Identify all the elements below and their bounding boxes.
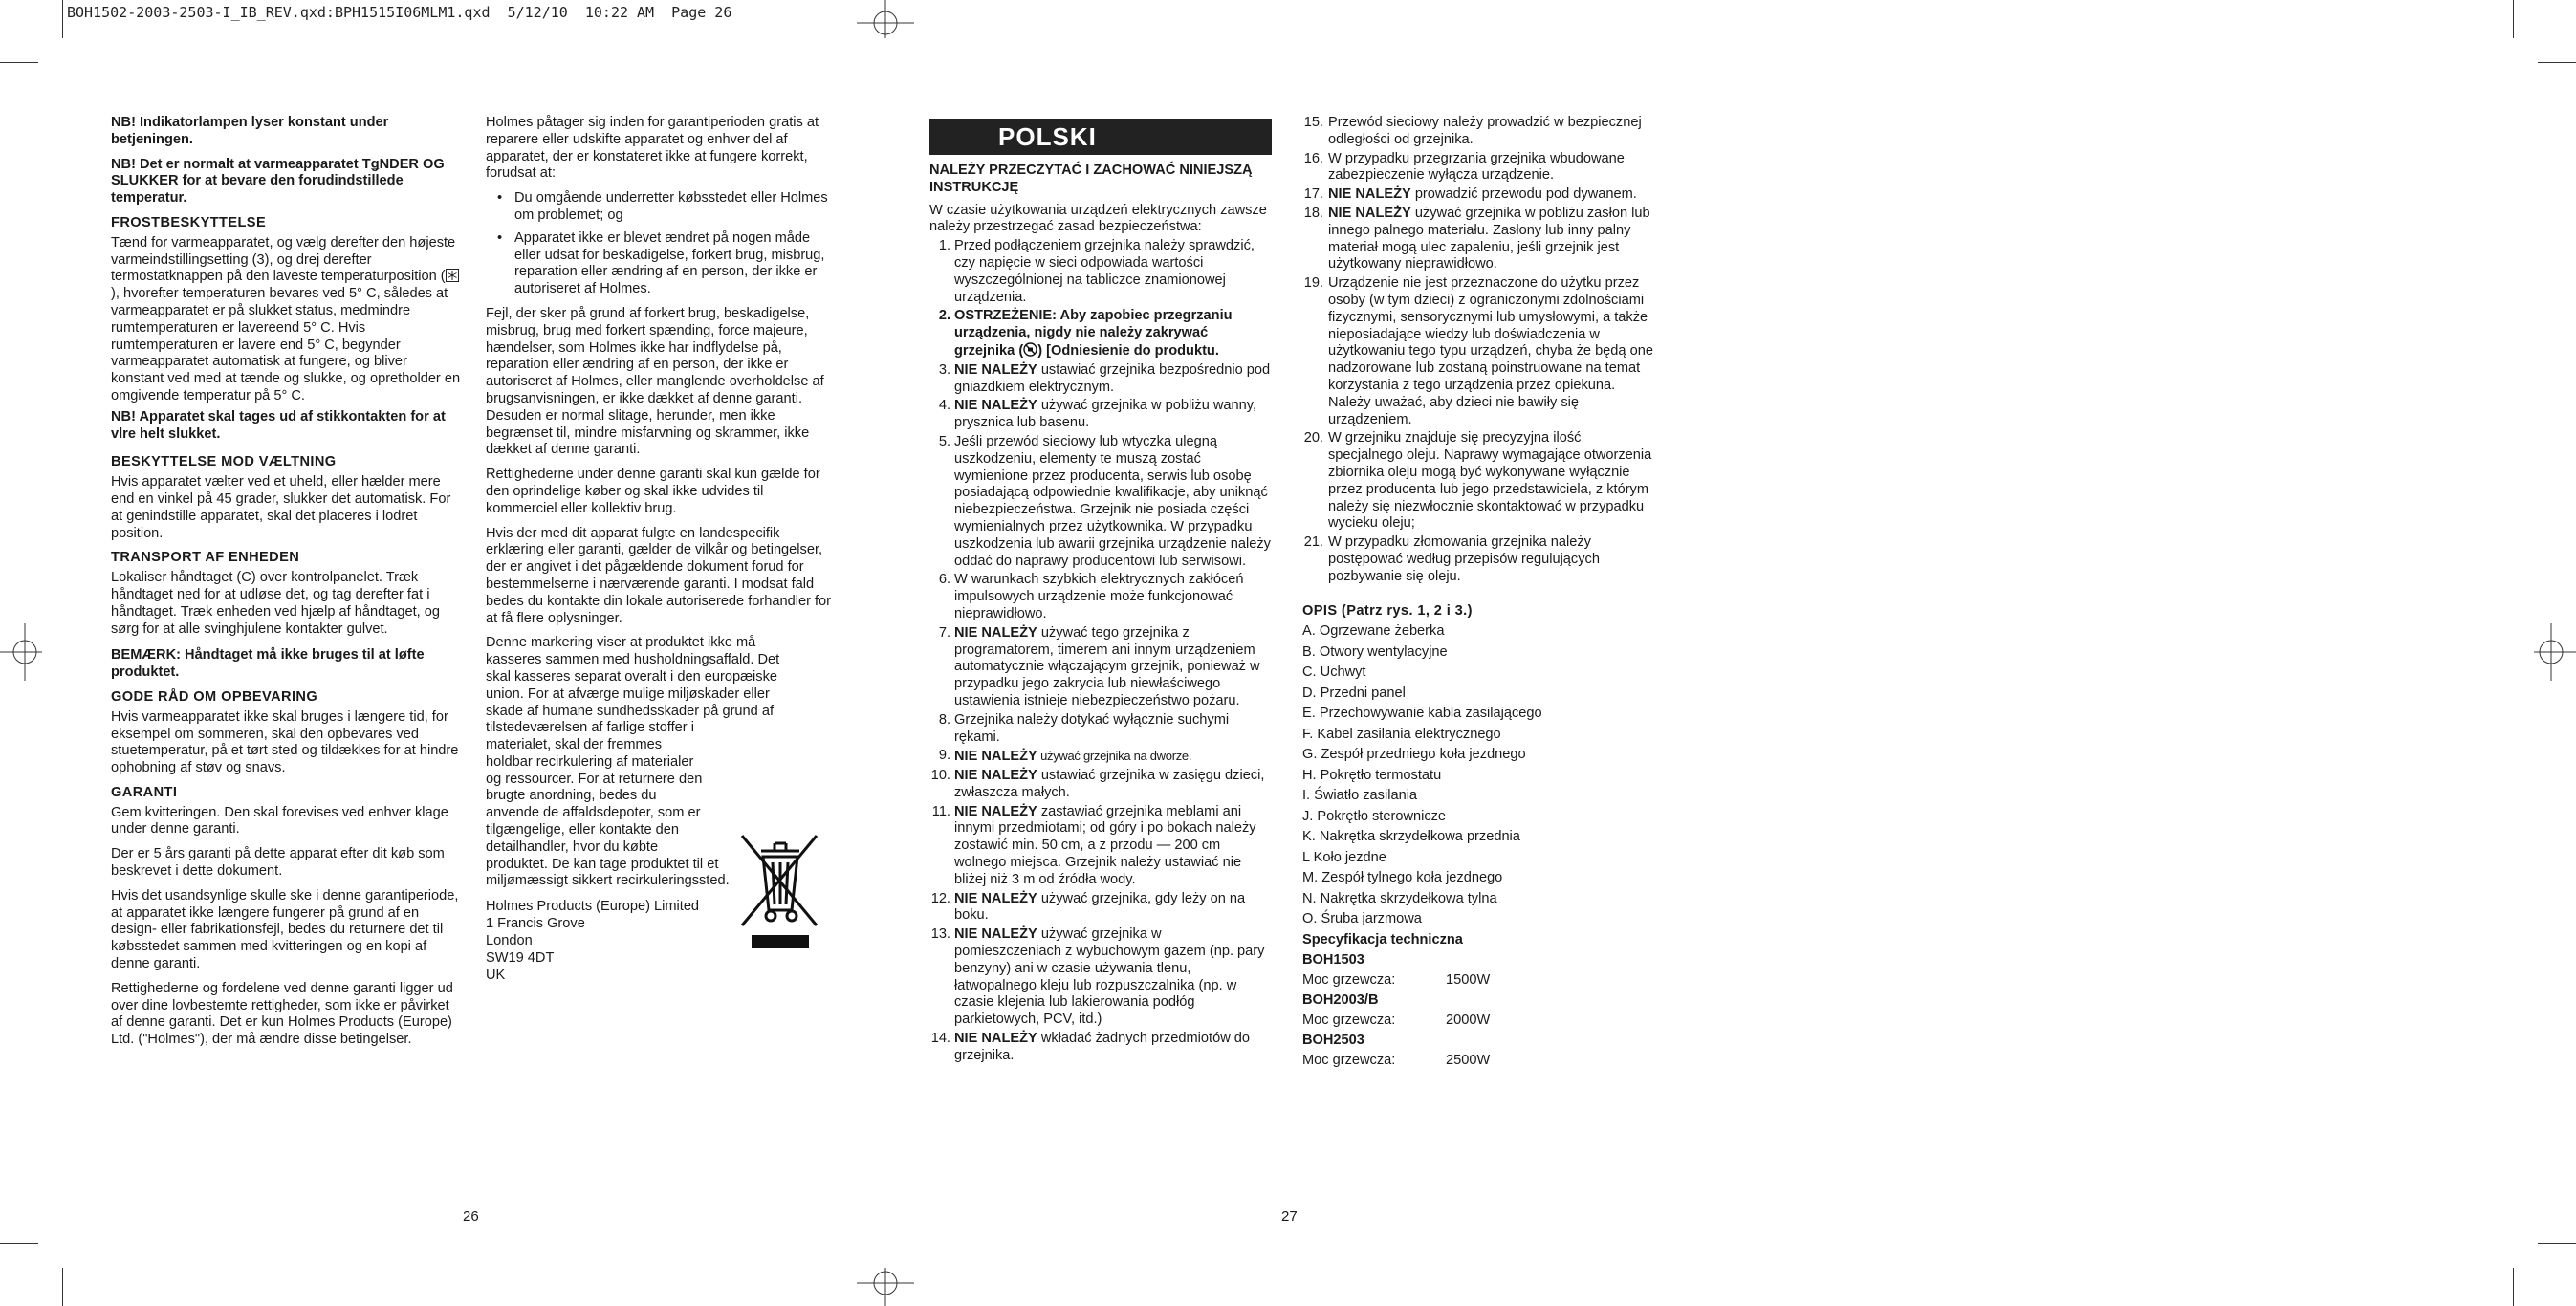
warranty-paragraph: Hvis det usandsynlige skulle ske i denne garantiperiode, at apparatet ikke længere fungerer på grund af en design- eller fabrikationsfejl, bedes du returnere det til købsstedet sammen med kvitteringen og en kopi af denne garanti. <box>111 887 459 972</box>
printer-slug: BOH1502-2003-2503-I_IB_REV.qxd:BPH1515I06MLM1.qxd 5/12/10 10:22 AM Page 26 <box>67 4 732 21</box>
warranty-paragraph: Rettighederne og fordelene ved denne garanti ligger ud over dine lovbestemte rettigheder, som ikke er påvirket af denne garanti. Det er kun Holmes Products (Europe) Ltd. ("Holmes"), der må ændre disse betingelser. <box>111 980 453 1048</box>
list-item: 13. NIE NALEŻY używać grzejnika w pomieszczeniach z wybuchowym gazem (np. pary benzyny) ani w czasie używania tlenu, łatwopalnego kleju lub rozpuszczalnika (np. w czasie klejenia lub lakierowania podłóg parkietowych, PCV, itd.) <box>930 926 1265 1028</box>
spec-heading: Specyfikacja techniczna <box>1302 931 1463 947</box>
page-number-left: 26 <box>463 1208 479 1225</box>
spec-row: Moc grzewcza: 2500W <box>1302 1052 1491 1068</box>
list-item: 19. Urządzenie nie jest przeznaczone do użytku przez osoby (w tym dzieci) z ograniczonymi zdolnościami fizycznymi, sensorycznymi lub umysłowymi, a także nieposiadające wiedzy lub doświadczenia w użytkowaniu tego typu urządzeń, chyba że będą one nadzorowane lub zostaną poinstruowane na temat korzystania z tego urządzenia przez opiekuna. Należy uważać, aby dzieci nie bawiły się urządzeniem. <box>1303 275 1653 427</box>
list-item: J. Pokrętło sterownicze <box>1302 808 1447 824</box>
list-item: I. Światło zasilania <box>1302 788 1418 804</box>
list-item: M. Zespół tylnego koła jezdnego <box>1302 870 1503 886</box>
list-item: • Apparatet ikke er blevet ændret på nogen måde eller udsat for beskadigelse, forkert brug, misbrug, reparation eller ændring af en person, der ikke er autoriseret af Holmes. <box>486 230 838 298</box>
frost-paragraph: Tænd for varmeapparatet, og vælg derefter den højeste varmeindstillingsetting (3), og drej derefter termostatknappen på den laveste temperaturposition (), hvorefter temperaturen bevares ved 5° C, således at varmeapparatet er på slukket status, medmindre rumtemperaturen er lavereend 5° C. Hvis rumtemperaturen er lavere end 5° C, begynder varmeapparatet automatisk at fungere, og bliver konstant ved med at tænde og slukke, og opretholder en omgivende temperatur på 5° C. <box>111 234 461 403</box>
heading-transport: TRANSPORT AF ENHEDEN <box>111 550 300 566</box>
crop-mark <box>62 1268 63 1306</box>
list-item: C. Uchwyt <box>1302 664 1366 681</box>
registration-mark-icon <box>2534 623 2576 681</box>
subheading-read-instructions: NALEŻY PRZECZYTAĆ I ZACHOWAĆ NINIEJSZĄ INSTRUKCJĘ <box>929 163 1253 195</box>
list-item: 5. Jeśli przewód sieciowy lub wtyczka ulegną uszkodzeniu, elementy te muszą zostać wymienione przez producenta, serwis lub osobę posiadającą odpowiednie kwalifikacje, aby uniknąć niebezpieczeństwa. Grzejnik nie posiada części wymienialnych przez użytkownika. W przypadku uszkodzenia lub awarii grzejnika urządzenie należy oddać do naprawy producentowi lub serwisowi. <box>938 433 1271 569</box>
column-danish-1 <box>111 115 463 1056</box>
list-item: F. Kabel zasilania elektrycznego <box>1302 726 1501 742</box>
list-item: L Koło jezdne <box>1302 849 1386 865</box>
note-unplug: NB! Apparatet skal tages ud af stikkontakten for at vlre helt slukket. <box>111 408 446 442</box>
warranty-paragraph: Gem kvitteringen. Den skal forevises ved enhver klage under denne garanti. <box>111 804 448 838</box>
list-item: 9. NIE NALEŻY używać grzejnika na dworze. <box>938 748 1192 765</box>
language-banner: POLSKI <box>929 119 1272 155</box>
note-handle: BEMÆRK: Håndtaget må ikke bruges til at løfte produktet. <box>111 647 425 681</box>
page-number-right: 27 <box>1281 1208 1298 1225</box>
spec-model: BOH1503 <box>1302 951 1364 968</box>
warranty-country: Hvis der med dit apparat fulgte en landespecifik erklæring eller garanti, gælder de vilkår og betingelser, der er angivet i det pågældende dokument forud for bestemmelserne i nærværende garanti. I modsat fald bedes du kontakte din lokale autoriserede forhandler for at få flere oplysninger. <box>486 525 832 626</box>
heading-frost: FROSTBESKYTTELSE <box>111 214 267 230</box>
list-item: K. Nakrętka skrzydełkowa przednia <box>1302 829 1520 845</box>
list-item: 17. NIE NALEŻY prowadzić przewodu pod dywanem. <box>1303 186 1637 203</box>
registration-mark-icon <box>0 623 42 681</box>
intro-paragraph: W czasie użytkowania urządzeń elektrycznych zawsze należy przestrzegać zasad bezpieczeństwa: <box>929 202 1267 235</box>
unplug-icon <box>1023 342 1037 357</box>
list-item: 14. NIE NALEŻY wkładać żadnych przedmiotów do grzejnika. <box>930 1031 1251 1063</box>
safety-list <box>929 238 1272 1064</box>
column-polish-1 <box>929 119 1272 1067</box>
crop-mark <box>0 1243 38 1244</box>
warranty-conditions <box>486 190 838 298</box>
warranty-exclusions: Fejl, der sker på grund af forkert brug, beskadigelse, misbrug, brug med forkert spænding, force majeure, hændelser, som Holmes ikke har indflydelse på, reparation eller ændring af en person, der ikke er autoriseret af Holmes, eller manglende overholdelse af brugsanvisningen, er ikke dækket af denne garanti. Desuden er normal slitage, herunder, men ikke begrænset til, mindre misfarvning og skrammer, ikke dækket af denne garanti. <box>486 305 824 458</box>
note-thermostat: NB! Det er normalt at varmeapparatet TǥNDER OG SLUKKER for at bevare den forudindstillede temperatur. <box>111 156 445 207</box>
list-item: E. Przechowywanie kabla zasilającego <box>1302 706 1542 722</box>
list-item: 8. Grzejnika należy dotykać wyłącznie suchymi rękami. <box>938 711 1230 745</box>
crossed-out-wheelie-bin-icon <box>736 830 822 954</box>
list-item: B. Otwory wentylacyjne <box>1302 643 1448 660</box>
list-item: N. Nakrętka skrzydełkowa tylna <box>1302 890 1497 906</box>
warranty-intro: Holmes påtager sig inden for garantiperioden gratis at reparere eller udskifte apparatet og enhver del af apparatet, der er konstateret ikke at fungere korrekt, forudsat at: <box>486 115 819 182</box>
list-item: G. Zespół przedniego koła jezdnego <box>1302 747 1526 763</box>
heading-description: OPIS (Patrz rys. 1, 2 i 3.) <box>1302 602 1473 619</box>
column-polish-2 <box>1302 115 1656 1071</box>
spec-row: Moc grzewcza: 2000W <box>1302 1012 1491 1028</box>
list-item: 10. NIE NALEŻY ustawiać grzejnika w zasięgu dzieci, zwłaszcza małych. <box>930 768 1265 800</box>
crop-mark <box>2538 62 2576 63</box>
list-item: 18. NIE NALEŻY używać grzejnika w pobliżu zasłon lub innego palnego materiału. Zasłony lub inny palny materiał mogą ulec zapaleniu, jeśli grzejnik jest użytkowany nieprawidłowo. <box>1303 205 1650 272</box>
list-item: H. Pokrętło termostatu <box>1302 767 1442 783</box>
crop-mark <box>2538 1243 2576 1244</box>
list-item: 20. W grzejniku znajduje się precyzyjna ilość specjalnego oleju. Naprawy wymagające otworzenia zbiornika oleju mogą być wykonywane wyłącznie przez producenta lub jego przedstawiciela, z którym należy się niezwłocznie skontaktować w przypadku wycieku oleju; <box>1303 430 1652 532</box>
warranty-paragraph: Der er 5 års garanti på dette apparat efter dit køb som beskrevet i dette dokument. <box>111 846 445 880</box>
list-item: • Du omgående underretter købsstedet eller Holmes om problemet; og <box>486 190 838 225</box>
spec-model: BOH2503 <box>1302 1032 1364 1048</box>
heading-storage: GODE RÅD OM OPBEVARING <box>111 688 318 705</box>
list-item: 16. W przypadku przegrzania grzejnika wbudowane zabezpieczenie wyłącza urządzenie. <box>1303 150 1625 184</box>
list-item: 11. NIE NALEŻY zastawiać grzejnika meblami ani innymi przedmiotami; od góry i po bokach należy zostawić min. 50 cm, a z przodu — 200 cm wolnego miejsca. Grzejnik należy ustawiać nie bliżej niż 3 m od źródła wody. <box>931 803 1256 887</box>
spec-row: Moc grzewcza: 1500W <box>1302 971 1491 988</box>
spec-model: BOH2003/B <box>1302 991 1379 1008</box>
registration-mark-icon <box>857 1268 914 1306</box>
heading-warranty: GARANTI <box>111 784 178 800</box>
list-item: 15. Przewód sieciowy należy prowadzić w bezpiecznej odległości od grzejnika. <box>1303 115 1642 147</box>
snowflake-icon <box>446 269 459 282</box>
parts-list <box>1302 621 1656 930</box>
crop-mark <box>62 0 63 38</box>
registration-mark-icon <box>857 0 914 38</box>
list-item: D. Przedni panel <box>1302 685 1406 701</box>
transport-paragraph: Lokaliser håndtaget (C) over kontrolpanelet. Træk håndtaget ned for at udløse det, og tag derefter fat i håndtaget. Træk enheden ved hjælp af håndtaget, og sørg for at alle svinghjulene kontakter gulvet. <box>111 570 441 637</box>
list-item: 2. OSTRZEŻENIE: Aby zapobiec przegrzaniu urządzenia, nigdy nie należy zakrywać grzejnika ( ) [Odniesienie do produktu. <box>938 308 1233 359</box>
tip-over-paragraph: Hvis apparatet vælter ved et uheld, eller hælder mere end en vinkel på 45 grader, slukker det automatisk. For at genindstille apparatet, skal det placeres i lodret position. <box>111 474 451 541</box>
crop-mark <box>0 62 38 63</box>
warranty-rights: Rettighederne under denne garanti skal kun gælde for den oprindelige køber og skal ikke udvides til kommerciel eller kollektiv brug. <box>486 467 820 516</box>
list-item: A. Ogrzewane żeberka <box>1302 623 1445 640</box>
note-indicator: NB! Indikatorlampen lyser konstant under betjeningen. <box>111 115 389 147</box>
list-item: 12. NIE NALEŻY używać grzejnika, gdy leży on na boku. <box>930 890 1246 924</box>
weee-paragraph: Denne markering viser at produktet ikke må kasseres sammen med husholdningsaffald. Det skal kasseres separat overalt i den europæiske union. For at afværge mulige miljøskader eller skade af humane sundhedsskader på grund af tilstedeværelsen af farlige stoffer i materialet, skal der fremmes holdbar recirkulering af materialer og ressourcer. For at returnere den brugte anordning, bedes du anvende de affaldsdepoter, som er tilgængelige, eller kontakte den detailhandler, hvor du købte produktet. De kan tage produktet til et miljømæssigt sikkert recirkuleringssted. <box>486 635 780 889</box>
list-item: 3. NIE NALEŻY ustawiać grzejnika bezpośrednio pod gniazdkiem elektrycznym. <box>938 361 1271 395</box>
list-item: 21. W przypadku złomowania grzejnika należy postępować według przepisów regulujących pozbywanie się oleju. <box>1303 534 1600 584</box>
list-item: 4. NIE NALEŻY używać grzejnika w pobliżu wanny, prysznica lub basenu. <box>938 398 1257 431</box>
list-item: O. Śruba jarzmowa <box>1302 911 1422 927</box>
list-item: 7. NIE NALEŻY używać tego grzejnika z programatorem, timerem ani innym urządzeniem automatycznie włączającym grzejnik, ponieważ w przypadku jego zakrycia lub niewłaściwego ustawienia istnieje niebezpieczeństwo pożaru. <box>938 624 1260 708</box>
spec-block <box>1302 930 1656 1071</box>
safety-list-continued <box>1302 115 1656 586</box>
crop-mark <box>2513 0 2514 38</box>
storage-paragraph: Hvis varmeapparatet ikke skal bruges i længere tid, for eksempel om sommeren, skal den opbevares ved stuetemperatur, på et tørt sted og tildækkes for at hindre ophobning af støv og snavs. <box>111 708 459 776</box>
crop-mark <box>2513 1268 2514 1306</box>
list-item: 6. W warunkach szybkich elektrycznych zakłóceń impulsowych urządzenie może funkcjonować nieprawidłowo. <box>938 572 1244 621</box>
heading-tip-over: BESKYTTELSE MOD VÆLTNING <box>111 454 337 470</box>
address-block: Holmes Products (Europe) Limited 1 Francis Grove London SW19 4DT UK <box>486 899 700 984</box>
list-item: 1. Przed podłączeniem grzejnika należy sprawdzić, czy napięcie w sieci odpowiada wartości wyszczególnionej na tabliczce znamionowej urządzenia. <box>938 238 1255 305</box>
